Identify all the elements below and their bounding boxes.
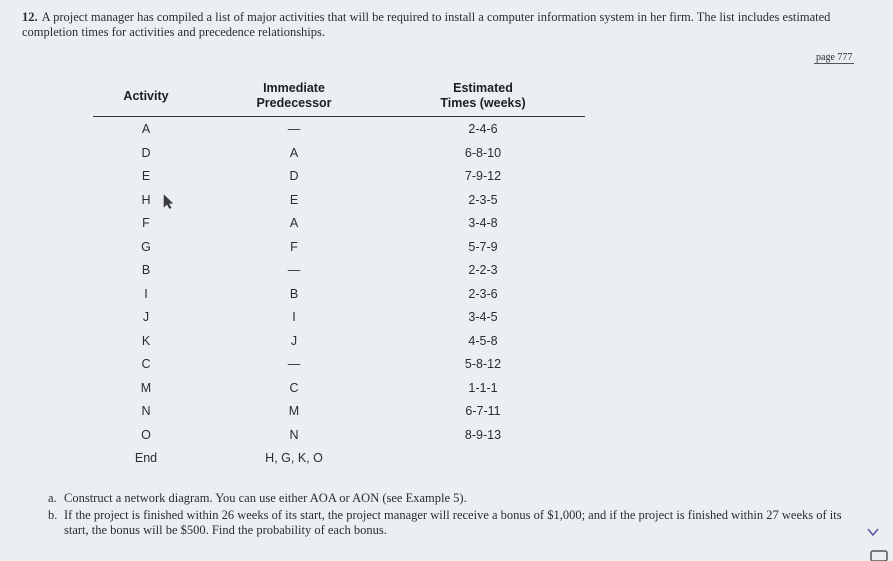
activity-cell: G <box>141 239 151 254</box>
activity-cell: C <box>141 357 151 371</box>
predecessor-cell: A <box>289 145 299 160</box>
page-reference: page 777 <box>816 52 853 63</box>
predecessor-cell: M <box>288 404 300 418</box>
header-times: Estimated Times (weeks) <box>440 81 526 110</box>
times-cell: 8-9-13 <box>464 427 502 442</box>
activity-cell: M <box>140 380 152 395</box>
table-row <box>0 212 893 236</box>
activity-cell: D <box>141 145 151 160</box>
question-b <box>48 508 848 538</box>
activity-cell: E <box>141 169 151 183</box>
table-row <box>0 353 893 377</box>
times-cell: 6-8-10 <box>464 145 502 160</box>
times-cell: 5-7-9 <box>468 239 498 254</box>
times-cell: 2-3-5 <box>468 192 498 207</box>
predecessor-cell: — <box>287 357 301 371</box>
times-cell: 3-4-8 <box>468 216 498 230</box>
activity-cell: H <box>141 192 151 207</box>
table-row <box>0 259 893 283</box>
predecessor-cell: N <box>289 427 299 442</box>
problem-number: 12. <box>22 10 38 24</box>
table-row <box>0 142 893 166</box>
activity-cell: End <box>134 451 158 465</box>
table-row <box>0 306 893 330</box>
times-cell: 6-7-11 <box>465 404 501 418</box>
predecessor-cell: — <box>287 263 301 277</box>
header-divider <box>93 116 585 117</box>
question-label: b. <box>48 508 58 522</box>
activity-cell: I <box>144 286 148 301</box>
times-cell: 4-5-8 <box>468 333 498 348</box>
mouse-pointer-icon <box>161 193 177 209</box>
times-cell: 2-4-6 <box>468 122 498 136</box>
question-list <box>48 491 848 540</box>
activity-cell: B <box>141 263 151 277</box>
table-row <box>0 330 893 354</box>
table-row <box>0 165 893 189</box>
predecessor-cell: F <box>290 239 298 254</box>
times-cell: 3-4-5 <box>468 310 498 324</box>
chevron-down-icon[interactable] <box>866 525 880 539</box>
predecessor-cell: B <box>289 286 299 301</box>
question-text: Construct a network diagram. You can use either AOA or AON (see Example 5). <box>64 491 467 505</box>
predecessor-cell: — <box>287 122 301 136</box>
predecessor-cell: H, G, K, O <box>265 451 323 465</box>
predecessor-cell: C <box>289 380 299 395</box>
predecessor-cell: E <box>289 192 299 207</box>
predecessor-cell: J <box>290 333 298 348</box>
question-label: a. <box>48 491 57 505</box>
table-row <box>0 400 893 424</box>
times-cell: 1-1-1 <box>468 380 498 395</box>
table-row <box>0 283 893 307</box>
question-text: If the project is finished within 26 weeks of its start, the project manager will receive a bonus of $1,000; and if the project is finished within 27 weeks of its start, the bonus will be $500. Find the probability of each bonus. <box>64 508 842 537</box>
times-cell: 2-3-6 <box>468 286 498 301</box>
predecessor-cell: A <box>289 216 299 230</box>
activity-cell: N <box>141 404 151 418</box>
table-row <box>0 236 893 260</box>
times-cell: 7-9-12 <box>464 169 502 183</box>
question-a <box>48 491 848 506</box>
table-row <box>0 424 893 448</box>
problem-statement <box>22 10 852 40</box>
activity-cell: J <box>142 310 150 324</box>
table-row <box>0 377 893 401</box>
activity-cell: A <box>141 122 151 136</box>
predecessor-cell: D <box>289 169 299 183</box>
activity-cell: O <box>141 427 151 442</box>
problem-text: A project manager has compiled a list of major activities that will be required to install a computer information system in her firm. The list includes estimated completion times for activities and precedence relationships. <box>22 10 831 39</box>
table-row <box>0 189 893 213</box>
predecessor-cell: I <box>292 310 296 324</box>
table-row <box>0 447 893 471</box>
activity-cell: F <box>142 216 150 230</box>
times-cell: 2-2-3 <box>468 263 498 277</box>
header-activity: Activity <box>123 89 169 103</box>
comment-icon[interactable] <box>868 549 890 561</box>
activity-cell: K <box>141 333 151 348</box>
table-row <box>0 118 893 142</box>
header-predecessor: Immediate Predecessor <box>256 81 332 110</box>
times-cell: 5-8-12 <box>464 357 502 371</box>
